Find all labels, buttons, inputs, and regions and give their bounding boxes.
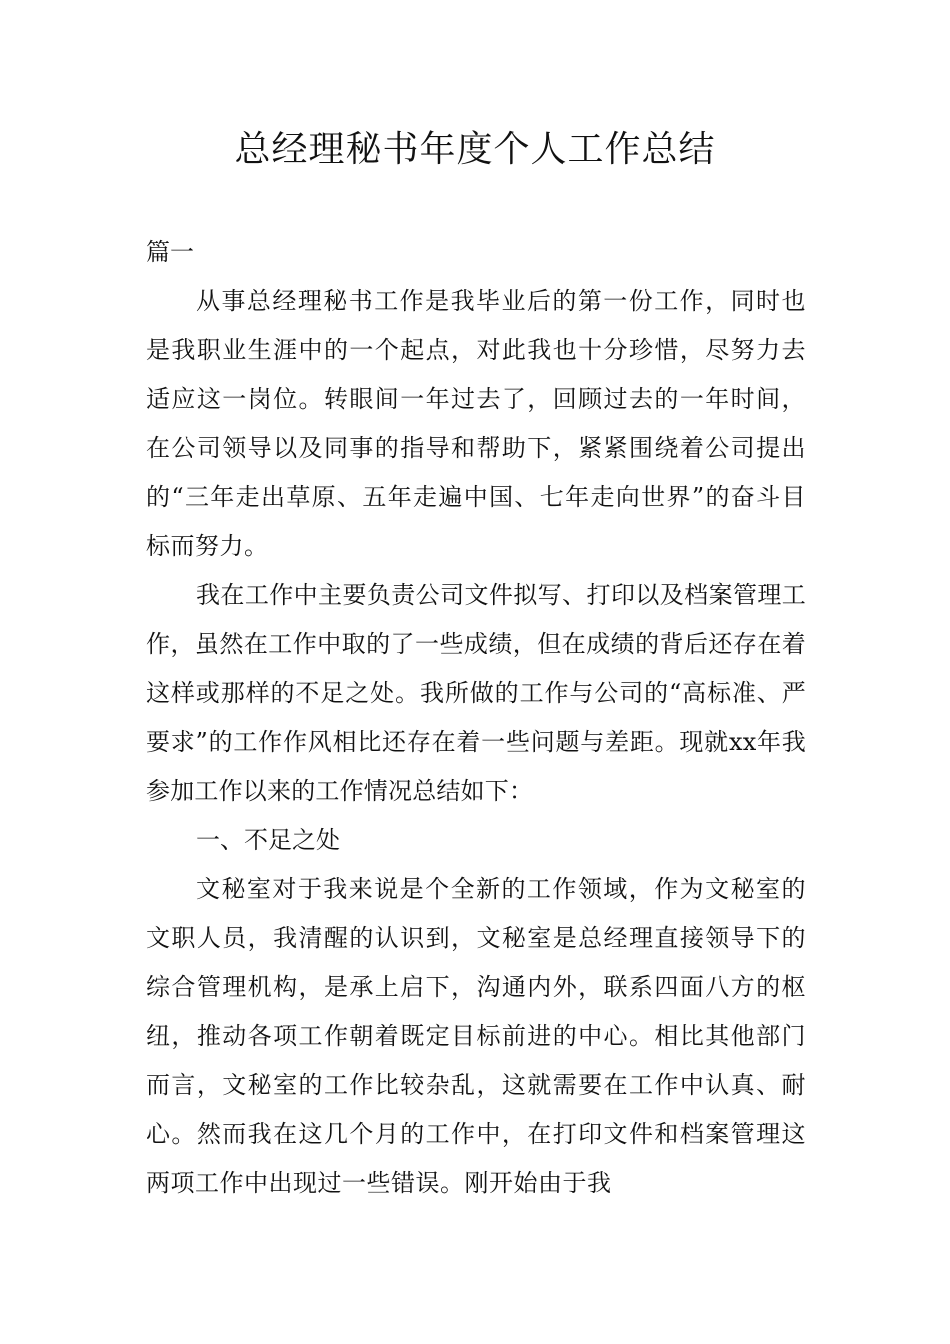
section-label: 篇一	[146, 238, 194, 266]
document-title: 总经理秘书年度个人工作总结	[234, 129, 716, 170]
paragraph-responsibilities: 我在工作中主要负责公司文件拟写、打印以及档案管理工作，虽然在工作中取的了一些成绩，但在成绩的背后还存在着这样或那样的不足之处。我所做的工作与公司的“高标准、严要求”的工作作风相比还存在着一些问题与差距。现就xx年我参加工作以来的工作情况总结如下：	[146, 581, 806, 805]
paragraph-intro: 从事总经理秘书工作是我毕业后的第一份工作，同时也是我职业生涯中的一个起点，对此我也十分珍惜，尽努力去适应这一岗位。转眼间一年过去了，回顾过去的一年时间，在公司领导以及同事的指导和帮助下，紧紧围绕着公司提出的“三年走出草原、五年走遍中国、七年走向世界”的奋斗目标而努力。	[146, 287, 806, 560]
paragraph-office-role: 文秘室对于我来说是个全新的工作领域，作为文秘室的文职人员，我清醒的认识到，文秘室是总经理直接领导下的综合管理机构，是承上启下，沟通内外，联系四面八方的枢纽，推动各项工作朝着既定目标前进的中心。相比其他部门而言，文秘室的工作比较杂乱，这就需要在工作中认真、耐心。然而我在这几个月的工作中，在打印文件和档案管理这两项工作中出现过一些错误。刚开始由于我	[146, 875, 806, 1197]
section-heading-shortcomings: 一、不足之处	[196, 826, 340, 854]
document-body	[146, 228, 806, 1208]
